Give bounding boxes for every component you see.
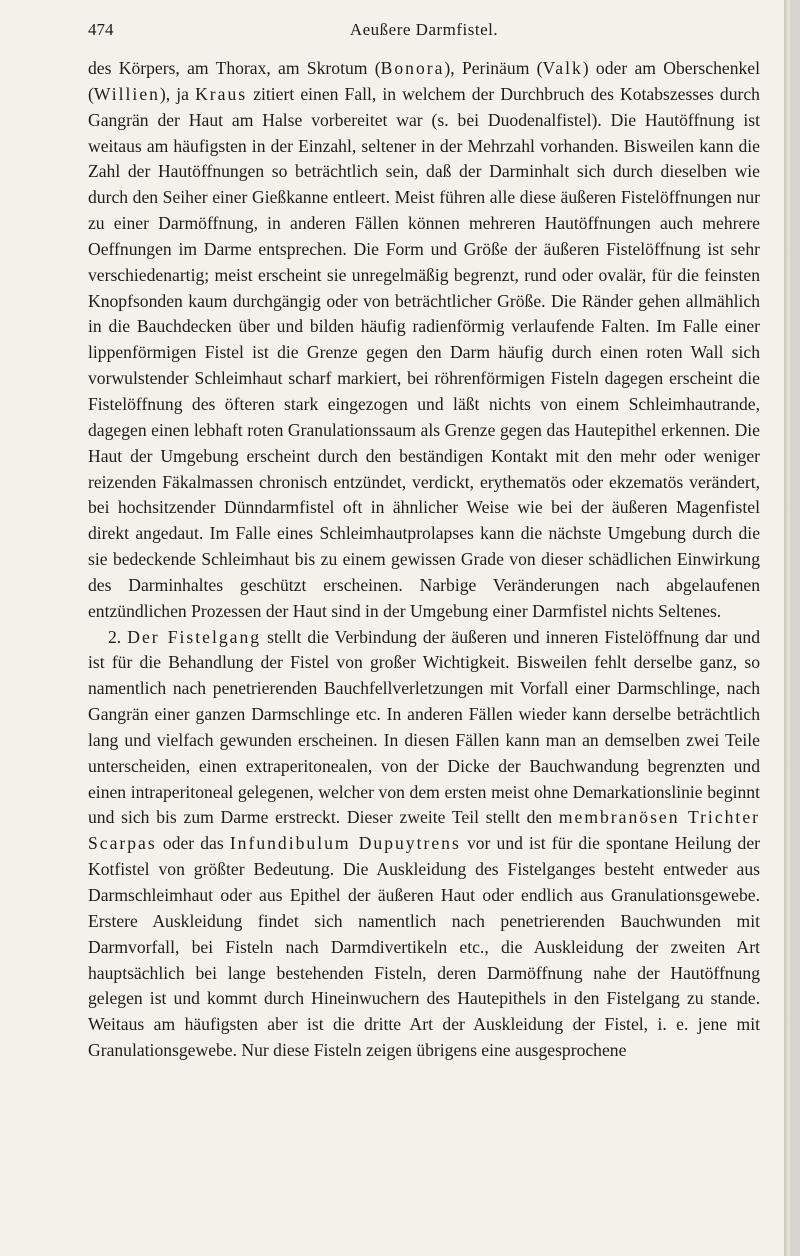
spaced-name: Der Fistelgang [127, 626, 262, 647]
page-edge [784, 0, 792, 1256]
text-run: oder das [156, 833, 230, 854]
spaced-name: Bonora [380, 58, 445, 78]
running-title: Aeußere Darmfistel. [349, 20, 499, 39]
spaced-name: Kraus [195, 83, 248, 104]
text-run: ) oder am Oberschenkel ( [88, 58, 760, 104]
paragraph [88, 625, 760, 1064]
spaced-name: Infundibulum Dupuytrens [229, 833, 461, 854]
text-run: des Körpers, am Thorax, am Skrotum ( [88, 58, 381, 78]
text-run: ), ja [159, 83, 196, 104]
text-run: stellt die Verbindung der äußeren und inneren Fistelöffnung dar und ist für die Behandlung der Fistel von großer Wichtigkeit. Bisweilen fehlt derselbe ganz, so namentlich nach penetrierenden Bauchfellverletzungen mit Vorfall einer Darmschlinge, nach Gangrän einer ganzen Darmschlinge etc. In anderen Fällen wieder kann derselbe beträchtlich lang und vielfach gewunden erscheinen. In diesen Fällen kann man an demselben zwei Teile unterscheiden, einen extraperitonealen, von der Dicke der Bauchwandung begrenzten und einen intraperitoneal gelegenen, welcher von dem ersten meist ohne Demarkationslinie beginnt und sich bis zum Darme erstreckt. Dieser zweite Teil stellt den [88, 626, 761, 828]
spaced-name: Valk [542, 58, 583, 78]
spaced-name: Willien [93, 83, 160, 104]
text-run: zitiert einen Fall, in welchem der Durchbruch des Kotabszesses durch Gangrän der Haut am Halse vorbereitet war (s. bei Duodenalfistel). Die Hautöffnung ist weitaus am häufigsten in der Einzahl, seltener in der Mehrzahl vorhanden. Bisweilen kann die Zahl der Hautöffnungen so beträchtlich sein, daß der Darminhalt sich durch dieselben wie durch den Seiher einer Gießkanne entleert. Meist führen alle diese äußeren Fistelöffnungen nur zu einer Darmöffnung, in anderen Fällen können mehreren Hautöffnungen auch mehrere Oeffnungen im Darme entsprechen. Die Form und Größe der äußeren Fistelöffnung ist sehr verschiedenartig; meist erscheint sie unregelmäßig begrenzt, rund oder ovalär, für die feinsten Knopfsonden kaum durchgängig oder von beträchtlicher Größe. Die Ränder gehen allmählich in die Bauchdecken über und bilden häufig radienförmig verlaufende Falten. Im Falle einer lippenförmigen Fistel ist die Grenze gegen den Darm häufig durch einen roten Wall sich vorwulstender Schleimhaut scharf markiert, bei röhrenförmigen Fisteln dagegen erscheint die Fistelöffnung des öfteren stark eingezogen und läßt nichts von einem Schleimhautrande, dagegen einen lebhaft roten Granulationssaum als Grenze gegen das Hautepithel erkennen. Die Haut der Umgebung erscheint durch den beständigen Kontakt mit den mehr oder weniger reizenden Fäkalmassen chronisch entzündet, verdickt, erythematös oder ekzematös verändert, bei hochsitzender Dünndarmfistel oft in ähnlicher Weise wie bei der äußeren Magenfistel direkt angedaut. Im Falle eines Schleimhautprolapses kann die nächste Umgebung durch die sie bedeckende Schleimhaut bis zu einem gewissen Grade von dieser schädlichen Einwirkung des Darminhaltes geschützt erscheinen. Narbige Veränderungen nach abgelaufenen entzündlichen Prozessen der Haut sind in der Umgebung einer Darmfistel nichts Seltenes. [88, 83, 760, 621]
page-number: 474 [88, 20, 114, 39]
text-run: ), Perinäum ( [444, 58, 543, 78]
paragraph [88, 56, 760, 625]
body-text [88, 56, 760, 1064]
text-run: vor und ist für die spontane Heilung der Kotfistel von größter Bedeutung. Die Auskleidung des Fistelganges besteht entweder aus Darmschleimhaut oder aus Epithel der äußeren Haut oder endlich aus Granulationsgewebe. Erstere Auskleidung findet sich namentlich nach penetrierenden Bauchwunden mit Darmvorfall, bei Fisteln nach Darmdivertikeln etc., die Auskleidung der zweiten Art hauptsächlich bei lange bestehenden Fisteln, deren Darmöffnung nahe der Hautöffnung gelegen ist und kommt durch Hineinwuchern des Hautepithels in den Fistelgang zu stande. Weitaus am häufigsten aber ist die dritte Art der Auskleidung der Fistel, i. e. jene mit Granulationsgewebe. Nur diese Fisteln zeigen übrigens eine ausgesprochene [88, 833, 760, 1061]
text-run: 2. [108, 626, 128, 647]
spaced-name: membranösen Trichter Scarpas [88, 807, 760, 854]
running-head [88, 20, 760, 44]
